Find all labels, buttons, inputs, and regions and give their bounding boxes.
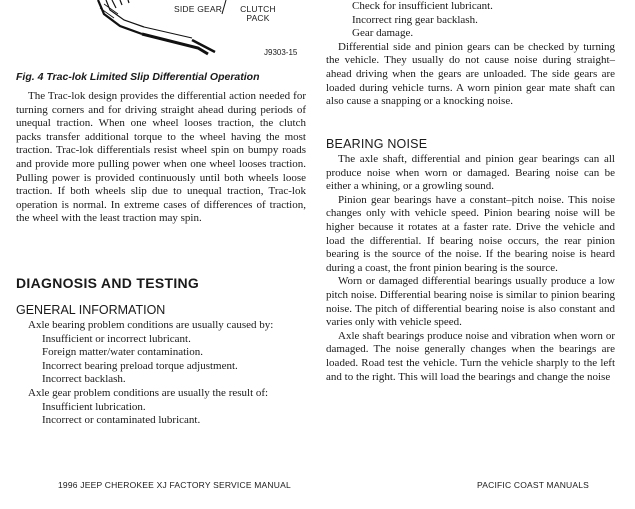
axle-gear-intro: Axle gear problem conditions are usually the result of:: [28, 386, 269, 399]
bearing-paragraph-4: Axle shaft bearings produce noise and vibration when worn or damaged. The noise generally changes when the bearings are loaded. Road test the vehicle. Turn the vehicle sharply to the left and to the right. This will load the bearings and change the noise: [326, 329, 615, 383]
footer-right: PACIFIC COAST MANUALS: [477, 480, 590, 490]
list-item: Incorrect backlash.: [42, 373, 126, 386]
figure-label-side-gear: SIDE GEAR: [174, 4, 223, 14]
side-pinion-paragraph: Differential side and pinion gears can be checked by turning the vehicle. They usually do not cause noise during straight–ahead driving when the gears are unloaded. The side gears are loaded during vehicle turns. A worn pinion gear mate shaft can also cause a snapping or a knocking noise.: [326, 40, 615, 108]
figure-label-clutch-pack: CLUTCH PACK: [240, 4, 276, 23]
subheading-general-information: GENERAL INFORMATION: [16, 303, 166, 317]
list-item: Insufficient lubrication.: [42, 400, 146, 413]
axle-bearing-intro: Axle bearing problem conditions are usually caused by:: [28, 319, 274, 331]
list-item: Incorrect bearing preload torque adjustment.: [42, 359, 238, 372]
bearing-noise-block: [326, 153, 615, 384]
figure-caption: Fig. 4 Trac-lok Limited Slip Differential Operation: [16, 71, 260, 83]
bearing-paragraph-1: The axle shaft, differential and pinion gear bearings can all produce noise when worn or damaged. Bearing noise can be either a whining, or a growling sound.: [326, 153, 615, 193]
bearing-paragraph-3: Worn or damaged differential bearings usually produce a low pitch noise. Differential bearing noise is similar to pinion bearing noise. The pitch of differential bearing noise is also constant and varies only with vehicle speed.: [326, 275, 615, 329]
trac-lok-paragraph: The Trac-lok design provides the differential action needed for turning corners and for driving straight ahead during periods of unequal traction. When one wheel looses traction, the clutch packs transfer additional torque to the wheel having the most traction. Trac-lok differentials resist wheel spin on bumpy roads and provide more pulling power when one wheel looses traction. Pulling power is provided continuously until both wheels loose traction. If both wheels slip due to unequal traction, Trac-lok operation is normal. In extreme cases of differences of traction, the wheel with the least traction may spin.: [16, 90, 306, 225]
left-column: [16, 90, 306, 226]
list-item: Incorrect ring gear backlash.: [352, 13, 478, 26]
list-item: Insufficient or incorrect lubricant.: [42, 332, 191, 345]
list-item: Foreign matter/water contamination.: [42, 346, 203, 359]
subheading-bearing-noise: BEARING NOISE: [326, 137, 428, 151]
figure-id: J9303-15: [264, 48, 298, 57]
section-heading-diagnosis: DIAGNOSIS AND TESTING: [16, 275, 200, 291]
general-information-block: [16, 319, 306, 428]
bearing-paragraph-2: Pinion gear bearings have a constant–pitch noise. This noise changes only with vehicle speed. Pinion bearing noise will be higher because it rotates at a faster rate. Drive the vehicle and load the differential. If bearing noise occurs, the rear pinion bearing is the source of the noise. If the bearing noise is heard during a coast, the front pinion bearing is the source.: [326, 193, 615, 274]
list-item: Incorrect or contaminated lubricant.: [42, 414, 201, 427]
figure-trac-lok-diagram: [80, 0, 305, 62]
footer-left: 1996 JEEP CHEROKEE XJ FACTORY SERVICE MANUAL: [58, 480, 291, 490]
list-item: Check for insufficient lubricant.: [352, 0, 493, 12]
right-column-top: [326, 0, 615, 109]
list-item: Gear damage.: [352, 27, 414, 40]
